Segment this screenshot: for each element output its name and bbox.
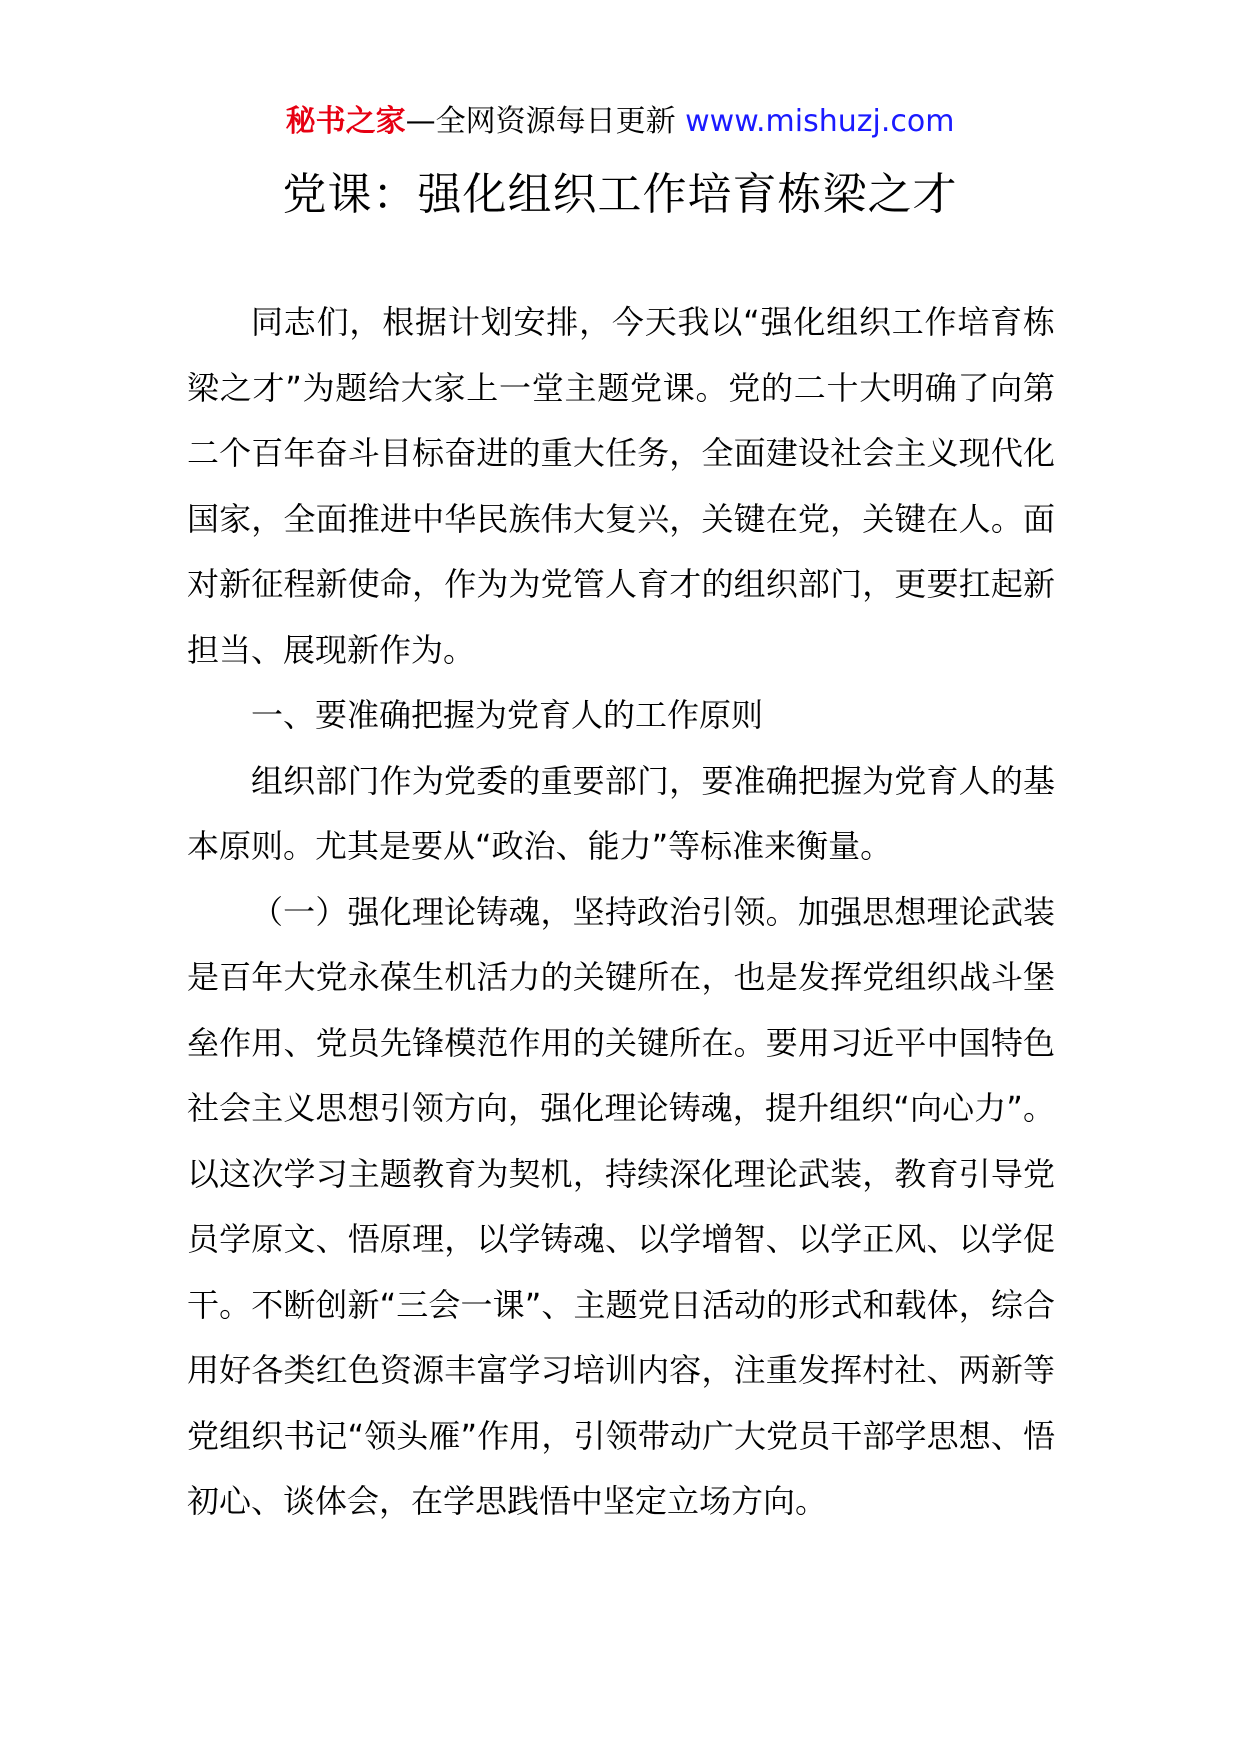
document-title: 党课：强化组织工作培育栋梁之才 [282, 169, 958, 220]
website-url[interactable]: www.mishuzj.com [685, 104, 955, 139]
paragraph-subsection-1: （一）强化理论铸魂，坚持政治引领。加强思想理论武装是百年大党永葆生机活力的关键所在，也是发挥党组织战斗堡垒作用、党员先锋模范作用的关键所在。要用习近平中国特色社会主义思想引领方向，强化理论铸魂，提升组织“向心力”。以这次学习主题教育为契机，持续深化理论武装，教育引导党员学原文、悟原理，以学铸魂、以学增智、以学正风、以学促干。不断创新“三会一课”、主题党日活动的形式和载体，综合用好各类红色资源丰富学习培训内容，注重发挥村社、两新等党组织书记“领头雁”作用，引领带动广大党员干部学思想、悟初心、谈体会，在学思践悟中坚定立场方向。 [187, 892, 1055, 1520]
brand-tagline: —全网资源每日更新 [405, 104, 686, 139]
document-body [187, 290, 1055, 1535]
watermark-header [0, 102, 1240, 142]
section-heading-1: 一、要准确把握为党育人的工作原则 [251, 696, 764, 734]
paragraph-principles: 组织部门作为党委的重要部门，要准确把握为党育人的基本原则。尤其是要从“政治、能力”等标准来衡量。 [187, 761, 1055, 865]
paragraph-intro: 同志们，根据计划安排，今天我以“强化组织工作培育栋梁之才”为题给大家上一堂主题党课。党的二十大明确了向第二个百年奋斗目标奋进的重大任务，全面建设社会主义现代化国家，全面推进中华民族伟大复兴，关键在党，关键在人。面对新征程新使命，作为为党管人育才的组织部门，更要扛起新担当、展现新作为。 [187, 303, 1055, 669]
brand-name: 秘书之家 [285, 104, 406, 139]
